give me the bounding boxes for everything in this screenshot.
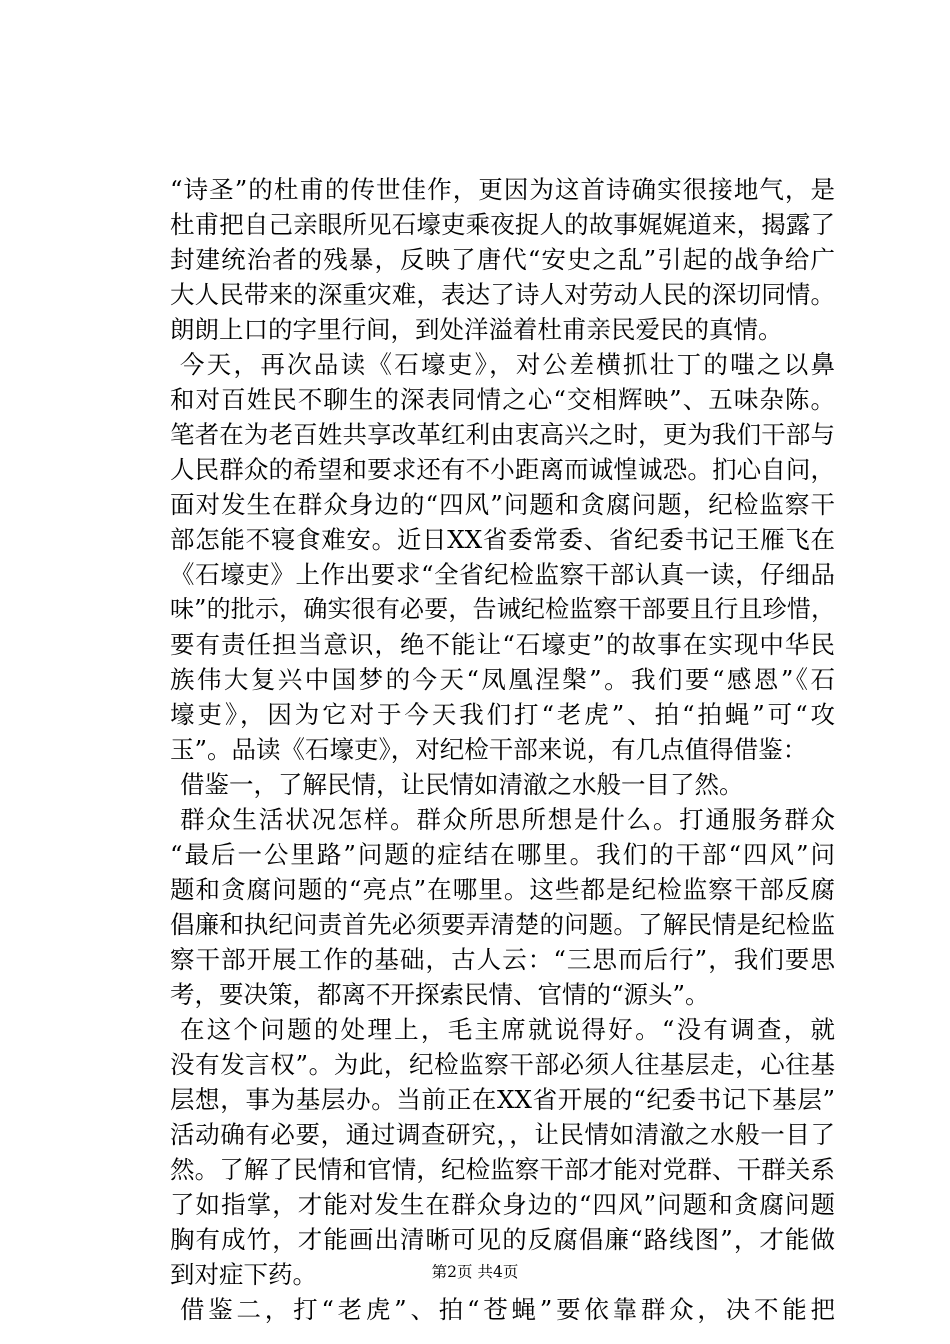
text-line: 借鉴二，打“老虎”、拍“苍蝇”要依靠群众，决不能把 [180,1295,835,1324]
text-line: 要有责任担当意识，绝不能让“石壕吏”的故事在实现中华民 [170,630,835,659]
text-line: 族伟大复兴中国梦的今天“凤凰涅槃”。我们要“感恩”《石 [170,665,835,694]
text-line: 了如指掌，才能对发生在群众身边的“四风”问题和贪腐问题 [170,1190,835,1219]
text-line: 壕吏》，因为它对于今天我们打“老虎”、拍“拍蝇”可“攻 [170,700,835,729]
text-line: 考，要决策，都离不开探索民情、官情的“源头”。 [170,980,710,1009]
text-line: “诗圣”的杜甫的传世佳作，更因为这首诗确实很接地气，是 [170,175,835,204]
text-line: 朗朗上口的字里行间，到处洋溢着杜甫亲民爱民的真情。 [170,315,783,344]
text-line: 群众生活状况怎样。群众所思所想是什么。打通服务群众 [180,805,835,834]
text-line: 面对发生在群众身边的“四风”问题和贪腐问题，纪检监察干 [170,490,835,519]
text-line: 题和贪腐问题的“亮点”在哪里。这些都是纪检监察干部反腐 [170,875,835,904]
text-line: 人民群众的希望和要求还有不小距离而诚惶诚恐。扪心自问， [170,455,835,484]
text-line: 在这个问题的处理上，毛主席就说得好。“没有调查，就 [180,1015,835,1044]
text-line: 玉”。品读《石壕吏》，对纪检干部来说，有几点值得借鉴： [170,735,808,764]
text-line: 今天，再次品读《石壕吏》，对公差横抓壮丁的嗤之以鼻 [180,350,835,379]
page-footer: 第2页 共4页 [431,1263,519,1281]
text-line: 《石壕吏》上作出要求“全省纪检监察干部认真一读，仔细品 [170,560,835,589]
body-text [170,172,835,1327]
text-line: 味”的批示，确实很有必要，告诫纪检监察干部要且行且珍惜， [170,595,835,623]
text-line: 笔者在为老百姓共享改革红利由衷高兴之时，更为我们干部与 [170,420,835,449]
text-line: “最后一公里路”问题的症结在哪里。我们的干部“四风”问 [170,840,835,869]
text-line: 和对百姓民不聊生的深表同情之心“交相辉映”、五味杂陈。 [170,385,835,414]
text-line: 封建统治者的残暴，反映了唐代“安史之乱”引起的战争给广 [170,245,835,274]
text-line: 借鉴一，了解民情，让民情如清澈之水般一目了然。 [180,770,744,799]
text-line: 杜甫把自己亲眼所见石壕吏乘夜捉人的故事娓娓道来，揭露了 [170,210,835,239]
text-line: 大人民带来的深重灾难，表达了诗人对劳动人民的深切同情。 [170,280,835,309]
text-line: 部怎能不寝食难安。近日XX省委常委、省纪委书记王雁飞在 [170,525,835,554]
text-line: 倡廉和执纪问责首先必须要弄清楚的问题。了解民情是纪检监 [170,910,835,939]
text-line: 然。了解了民情和官情，纪检监察干部才能对党群、干群关系 [170,1155,835,1184]
text-line: 察干部开展工作的基础，古人云：“三思而后行”，我们要思 [170,945,835,974]
text-line: 到对症下药。 [170,1260,317,1289]
text-line: 没有发言权”。为此，纪检监察干部必须人往基层走，心往基 [170,1050,835,1079]
text-line: 层想，事为基层办。当前正在XX省开展的“纪委书记下基层” [170,1085,835,1114]
text-line: 活动确有必要，通过调查研究，，让民情如清澈之水般一目了 [170,1120,835,1149]
text-line: 胸有成竹，才能画出清晰可见的反腐倡廉“路线图”，才能做 [170,1225,835,1254]
